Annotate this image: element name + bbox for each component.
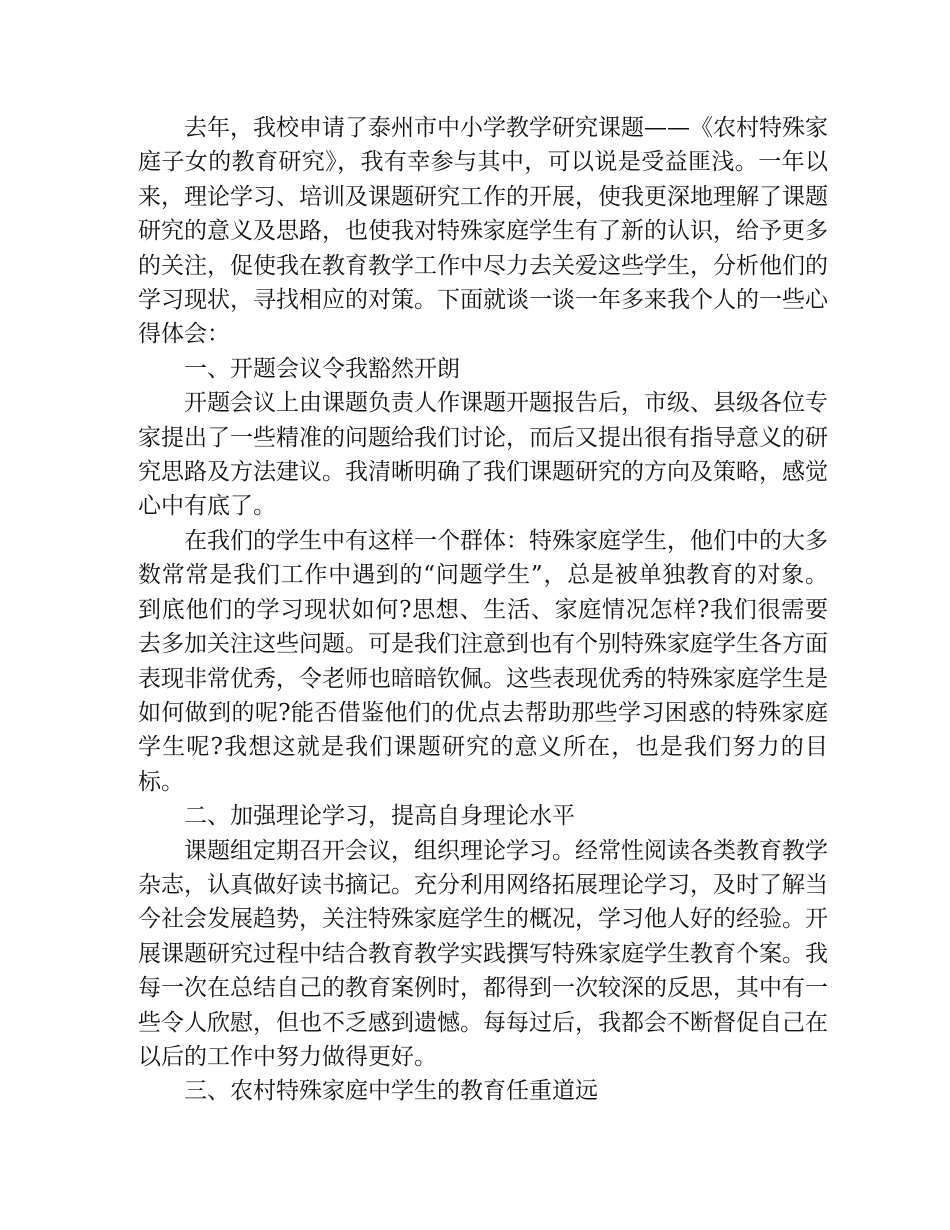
- intro-paragraph: 去年，我校申请了泰州市中小学教学研究课题——《农村特殊家庭子女的教育研究》，我有幸参与其中，可以说是受益匪浅。一年以来，理论学习、培训及课题研究工作的开展，使我更深地理解了课题研究的意义及思路，也使我对特殊家庭学生有了新的认识，给予更多的关注，促使我在教育教学工作中尽力去关爱这些学生，分析他们的学习现状，寻找相应的对策。下面就谈一谈一年多来我个人的一些心得体会：: [138, 115, 828, 348]
- document-body: [138, 111, 828, 1109]
- body-paragraph: 课题组定期召开会议，组织理论学习。经常性阅读各类教育教学杂志，认真做好读书摘记。充分利用网络拓展理论学习，及时了解当今社会发展趋势，关注特殊家庭学生的概况，学习他人好的经验。开展课题研究过程中结合教育教学实践撰写特殊家庭学生教育个案。我每一次在总结自己的教育案例时，都得到一次较深的反思，其中有一些令人欣慰，但也不乏感到遗憾。每每过后，我都会不断督促自己在以后的工作中努力做得更好。: [138, 837, 828, 1070]
- body-paragraph: 开题会议上由课题负责人作课题开题报告后，市级、县级各位专家提出了一些精准的问题给我们讨论，而后又提出很有指导意义的研究思路及方法建议。我清晰明确了我们课题研究的方向及策略，感觉心中有底了。: [138, 390, 828, 520]
- section-heading-3: 三、农村特殊家庭中学生的教育任重道远: [184, 1078, 598, 1105]
- section-heading-2: 二、加强理论学习，提高自身理论水平: [184, 803, 575, 830]
- section-heading-1: 一、开题会议令我豁然开朗: [184, 355, 460, 382]
- body-paragraph: 在我们的学生中有这样一个群体：特殊家庭学生，他们中的大多数常常是我们工作中遇到的“问题学生”，总是被单独教育的对象。到底他们的学习现状如何?思想、生活、家庭情况怎样?我们很需要去多加关注这些问题。可是我们注意到也有个别特殊家庭学生各方面表现非常优秀，令老师也暗暗钦佩。这些表现优秀的特殊家庭学生是如何做到的呢?能否借鉴他们的优点去帮助那些学习困惑的特殊家庭学生呢?我想这就是我们课题研究的意义所在，也是我们努力的目标。: [138, 527, 828, 795]
